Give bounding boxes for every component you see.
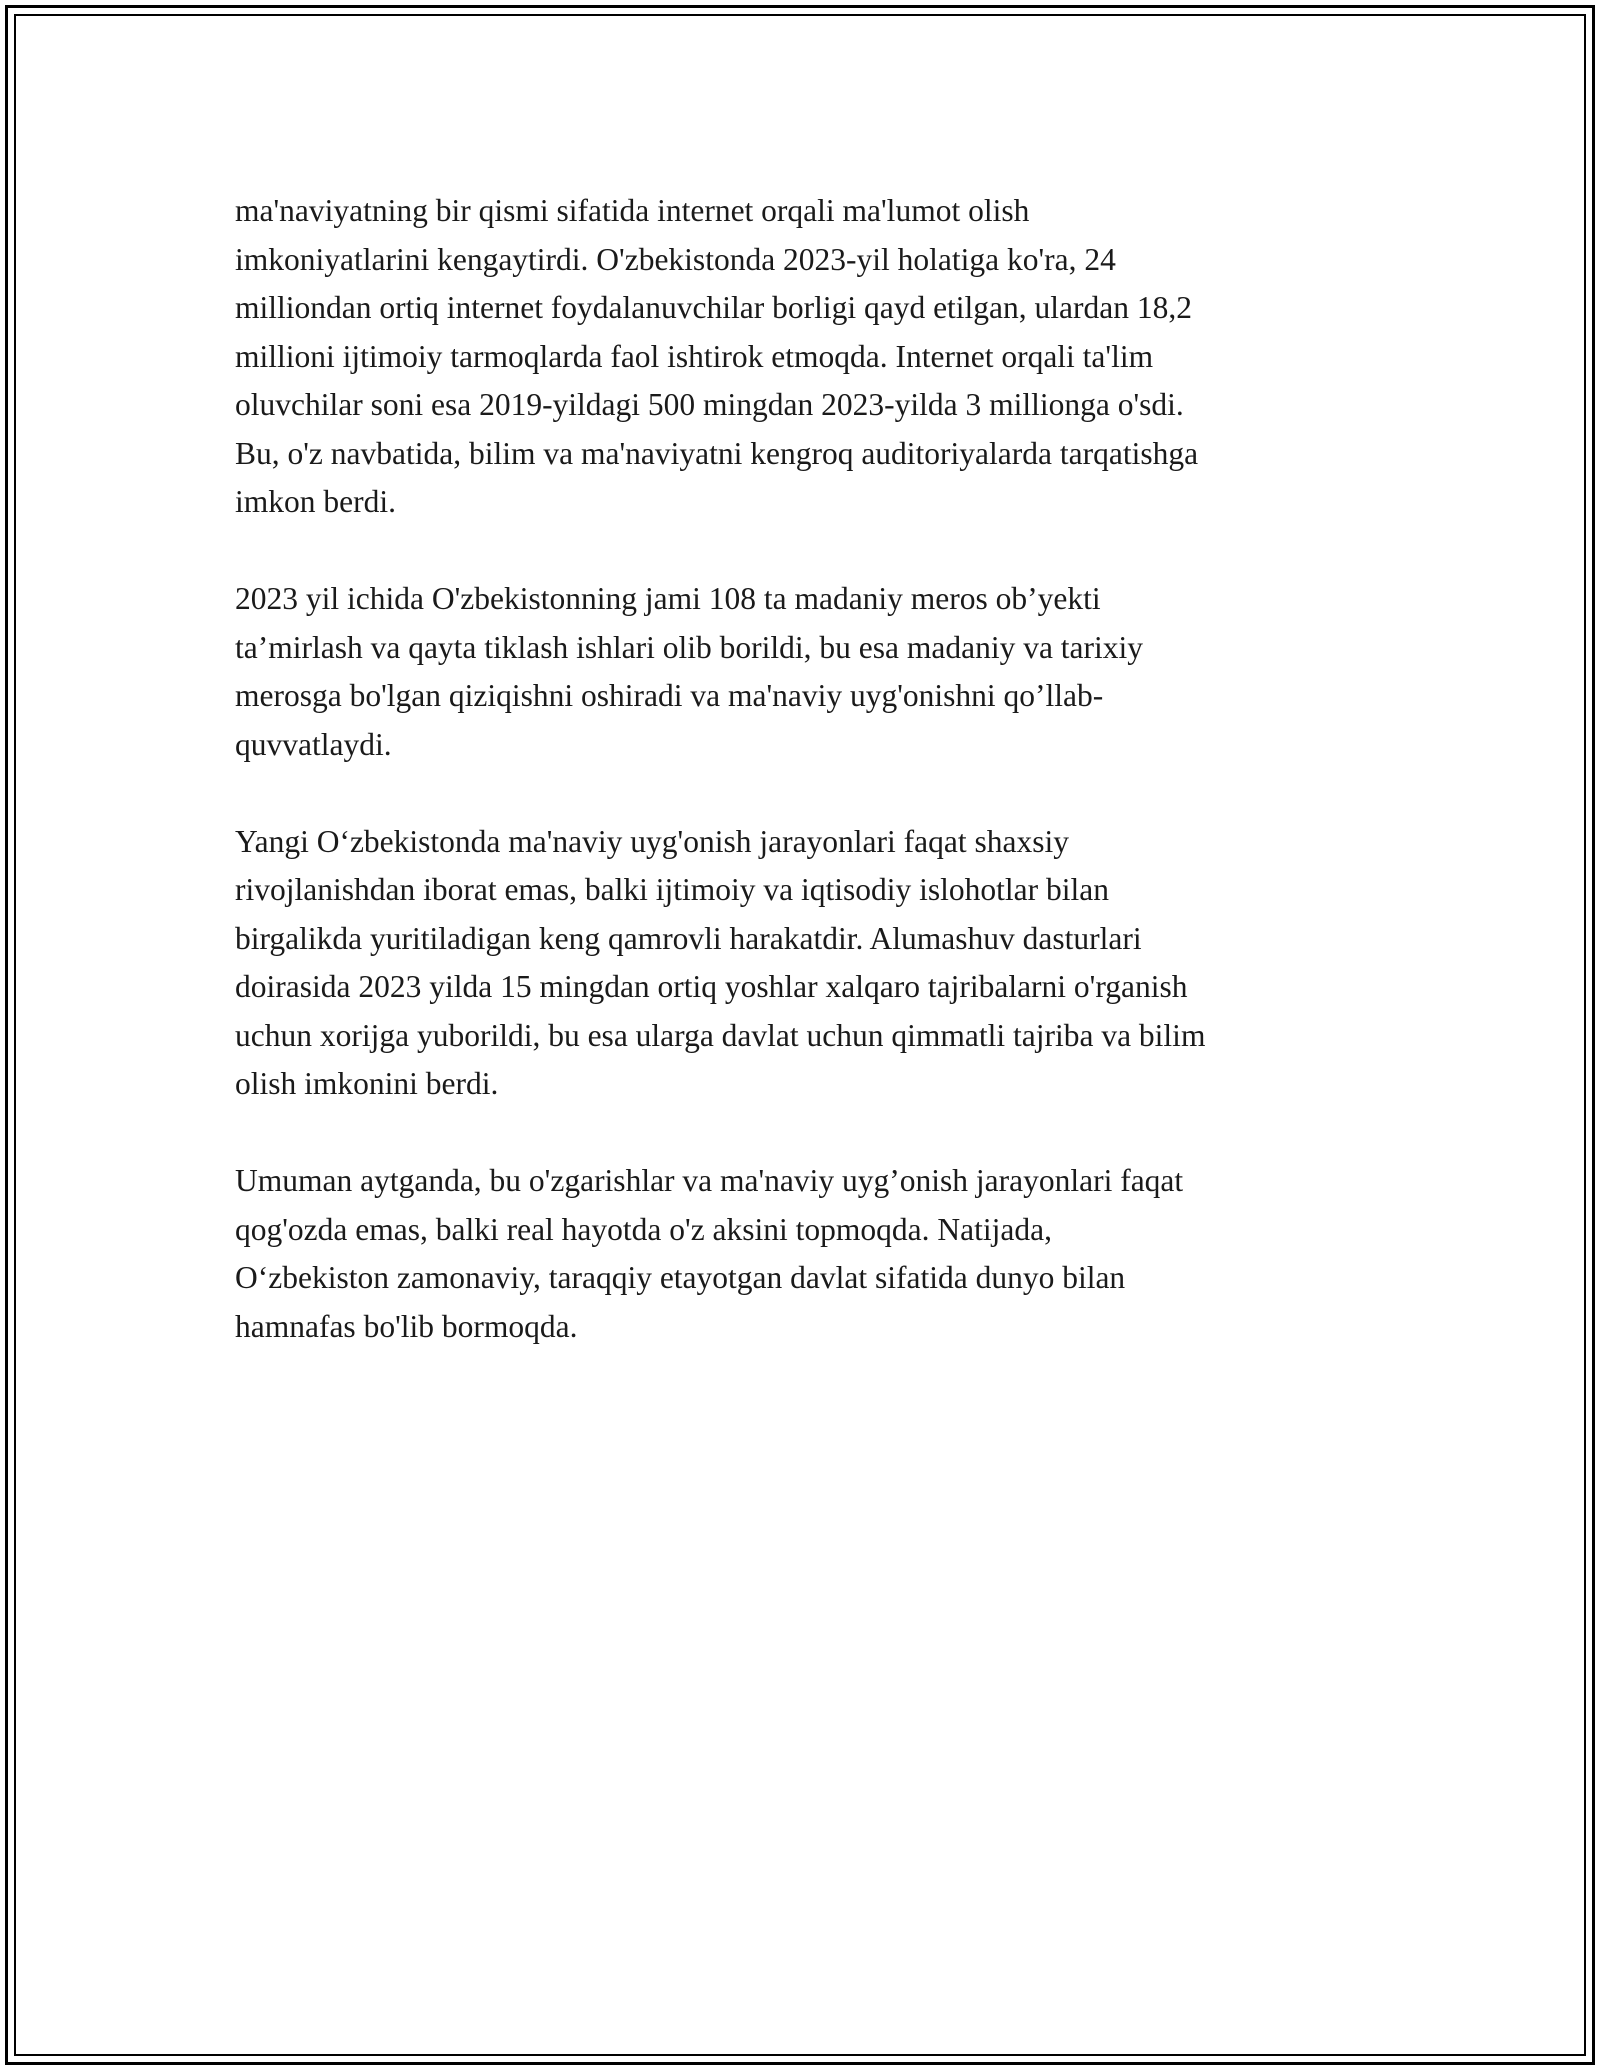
- paragraph-youth-exchange: [235, 818, 1375, 1109]
- text-line: olish imkonini berdi.: [235, 1066, 499, 1101]
- paragraph-cultural-heritage: [235, 575, 1375, 769]
- text-line: Umuman aytganda, bu o'zgarishlar va ma'naviy uyg’onish jarayonlari faqat: [235, 1163, 1184, 1198]
- text-line: birgalikda yuritiladigan keng qamrovli harakatdir. Alumashuv dasturlari: [235, 920, 1142, 956]
- text-line: rivojlanishdan iborat emas, balki ijtimoiy va iqtisodiy islohotlar bilan: [235, 872, 1110, 907]
- text-line: ma'naviyatning bir qismi sifatida internet orqali ma'lumot olish: [235, 193, 1030, 228]
- text-line: uchun xorijga yuborildi, bu esa ularga davlat uchun qimmatli tajriba va bilim: [235, 1017, 1206, 1053]
- text-line: Yangi O‘zbekistonda ma'naviy uyg'onish jarayonlari faqat shaxsiy: [235, 823, 1069, 859]
- text-line: hamnafas bo'lib bormoqda.: [235, 1308, 578, 1344]
- text-line: Bu, o'z navbatida, bilim va ma'naviyatni kengroq auditoriyalarda tarqatishga: [235, 435, 1199, 471]
- text-line: merosga bo'lgan qiziqishni oshiradi va ma'naviy uyg'onishni qo’llab-: [235, 678, 1104, 713]
- text-line: qog'ozda emas, balki real hayotda o'z aksini topmoqda. Natijada,: [235, 1211, 1052, 1247]
- text-line: O‘zbekiston zamonaviy, taraqqiy etayotgan davlat sifatida dunyo bilan: [235, 1260, 1126, 1295]
- text-line: imkoniyatlarini kengaytirdi. O'zbekistonda 2023-yil holatiga ko'ra, 24: [235, 241, 1116, 277]
- text-line: imkon berdi.: [235, 484, 396, 519]
- document-body: [235, 187, 1375, 1400]
- text-line: oluvchilar soni esa 2019-yildagi 500 mingdan 2023-yilda 3 millionga o'sdi.: [235, 387, 1184, 422]
- text-line: doirasida 2023 yilda 15 mingdan ortiq yoshlar xalqaro tajribalarni o'rganish: [235, 969, 1188, 1004]
- text-line: quvvatlaydi.: [235, 726, 392, 762]
- text-line: milliondan ortiq internet foydalanuvchilar borligi qayd etilgan, ulardan 18,2: [235, 290, 1192, 325]
- text-line: 2023 yil ichida O'zbekistonning jami 108 ta madaniy meros ob’yekti: [235, 581, 1101, 616]
- paragraph-internet-usage: [235, 187, 1375, 527]
- text-line: ta’mirlash va qayta tiklash ishlari olib borildi, bu esa madaniy va tarixiy: [235, 629, 1144, 665]
- text-line: millioni ijtimoiy tarmoqlarda faol ishtirok etmoqda. Internet orqali ta'lim: [235, 338, 1154, 374]
- paragraph-conclusion: [235, 1157, 1375, 1351]
